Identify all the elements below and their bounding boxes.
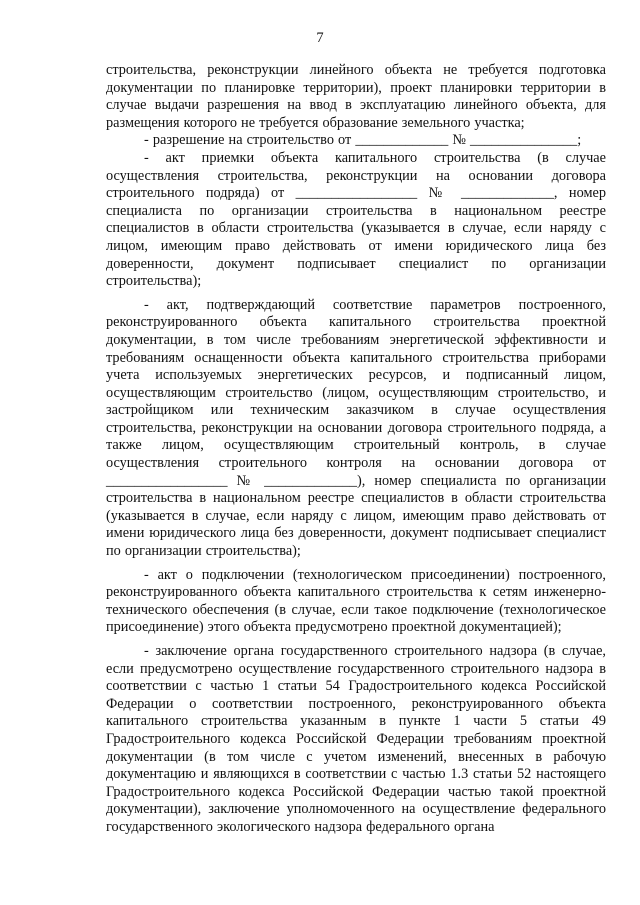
paragraph-acceptance-act: - акт приемки объекта капитального строительства (в случае осуществления строительства, реконструкции на основании договора строительного подряда) от _________________ № _____________, номер специалиста по организации строительства в национальном реестре специалистов в области строительства (указывается в случае, если наряду с лицом, имеющим право действовать от имени юридического лица без доверенности, документ подписывает специалист по организации строительства);	[106, 149, 606, 290]
paragraph-supervision-conclusion: - заключение органа государственного строительного надзора (в случае, если предусмотрено осуществление государственного строительного надзора в соответствии с частью 1 статьи 54 Градостроительного кодекса Российской Федерации о соответствии построенного, реконструированного объекта капитального строительства указанным в пункте 1 части 5 статьи 49 Градостроительного кодекса Российской Федерации требованиям проектной документации (в том числе с учетом изменений, внесенных в рабочую документацию и являющихся в соответствии с частью 1.3 статьи 52 настоящего Градостроительного кодекса Российской Федерации частью такой проектной документации), заключение уполномоченного на осуществление федерального государственного экологического надзора федерального органа	[106, 643, 606, 835]
page-number: 7	[316, 30, 324, 46]
document-body	[106, 62, 606, 837]
paragraph-continuation: строительства, реконструкции линейного объекта не требуется подготовка документации по планировке территории), проект планировки территории в случае выдачи разрешения на ввод в эксплуатацию линейного объекта, для размещения которого не требуется образование земельного участка;	[106, 62, 606, 131]
paragraph-connection-act: - акт о подключении (технологическом присоединении) построенного, реконструированного объекта капитального строительства к сетям инженерно-технического обеспечения (в случае, если такое подключение (технологическое присоединение) этого объекта предусмотрено проектной документацией);	[106, 566, 606, 636]
paragraph-building-permit: - разрешение на строительство от _____________ № _______________;	[144, 132, 582, 149]
paragraph-compliance-act: - акт, подтверждающий соответствие параметров построенного, реконструированного объекта капитального строительства проектной документации, в том числе требованиям энергетической эффективности и требованиям оснащенности объекта капитального строительства приборами учета используемых энергетических ресурсов, и подписанный лицом, осуществляющим строительство (лицом, осуществляющим строительство, и застройщиком или техническим заказчиком в случае осуществления строительства, реконструкции на основании договора строительного подряда, а также лицом, осуществляющим строительный контроль, в случае осуществления строительного контроля на основании договора от _________________ № _____________), номер специалиста по организации строительства в национальном реестре специалистов в области строительства (указывается в случае, если наряду с лицом, имеющим право действовать от имени юридического лица без доверенности, документ подписывает специалист по организации строительства);	[106, 296, 606, 560]
